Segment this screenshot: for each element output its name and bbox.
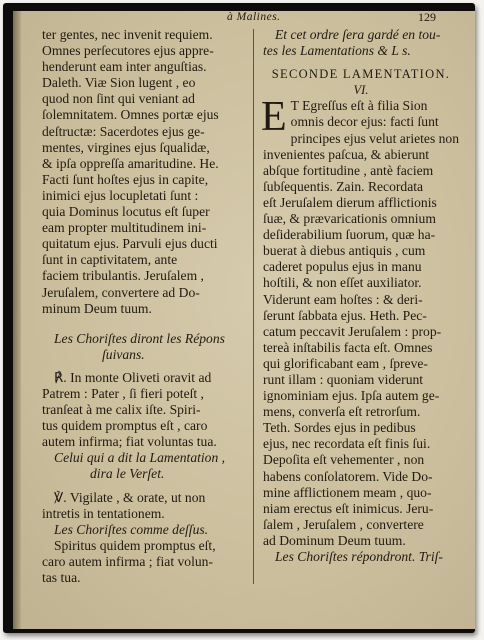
rubric-line: tes les Lamentations & L s. bbox=[263, 43, 411, 59]
rubric-line: Et cet ordre ſera gardé en tou- bbox=[275, 27, 441, 42]
text-line: Patrem : Pater , ſi fieri poteſt , bbox=[42, 385, 204, 401]
text-line: quod non ſint qui veniant ad bbox=[42, 91, 195, 107]
rubric-line: Celui qui a dit la Lamentation , bbox=[54, 450, 226, 466]
text-line: & ipſa oppreſſa amaritudine. He. bbox=[42, 155, 219, 171]
repeat-block bbox=[42, 538, 260, 586]
text-line: Viderunt eam hoſtes : & deri- bbox=[263, 291, 423, 307]
text-line: qui glorificabant eam , ſpreve- bbox=[263, 355, 428, 371]
text-line: ſubſequentis. Zain. Recordata bbox=[263, 178, 424, 194]
text-line: abſque fortitudine , antè faciem bbox=[263, 162, 434, 178]
page-gutter-shadow bbox=[13, 11, 21, 629]
text-line: Daleth. Viæ Sion lugent , eo bbox=[42, 75, 196, 91]
text-line: henderunt eam inter anguſtias. bbox=[42, 59, 207, 75]
text-line: quia Dominus locutus eſt ſuper bbox=[42, 204, 210, 220]
running-header: à Malines. bbox=[227, 11, 281, 23]
section-number: VI. bbox=[353, 83, 369, 98]
text-line: eſt Jeruſalem dierum afflictionis bbox=[263, 194, 437, 210]
text-line: Teth. Sordes ejus in pedibus bbox=[263, 420, 416, 436]
text-line: deſtructæ: Sacerdotes ejus ge- bbox=[42, 123, 205, 139]
text-line: ad Dominum Deum tuum. bbox=[263, 532, 406, 548]
text-line: ſerunt ſabbata ejus. Heth. Pec- bbox=[263, 307, 427, 323]
text-line: minum Deum tuum. bbox=[42, 300, 152, 316]
text-line: Jeruſalem, convertere ad Do- bbox=[42, 284, 200, 300]
text-line: ſunt in captivitatem, ante bbox=[42, 252, 178, 268]
text-line: Spiritus quidem promptus eſt, bbox=[54, 537, 216, 553]
text-line: faciem tribulantis. Jeruſalem , bbox=[42, 268, 204, 284]
text-line: ℣. Vigilate , & orate, ut non bbox=[54, 489, 206, 505]
rubric-line: Les Choriſtes diront les Répons bbox=[54, 330, 225, 346]
text-line: quitatum ejus. Parvuli ejus ducti bbox=[42, 236, 218, 252]
right-column bbox=[263, 27, 459, 565]
text-line: ejus, nec recordata eſt finis ſui. bbox=[263, 436, 431, 452]
page-number: 129 bbox=[418, 11, 436, 24]
text-line: mens, converſa eſt retrorſum. bbox=[263, 404, 421, 420]
text-line: hoſtili, & non eſſet auxiliator. bbox=[263, 275, 422, 291]
text-line: buerat à diebus antiquis , cum bbox=[263, 243, 426, 259]
book-page bbox=[13, 11, 475, 629]
text-line: mine afflictionem meam , quo- bbox=[263, 484, 432, 500]
responsory-block bbox=[42, 370, 260, 450]
text-line: tereà inſtabilis facta eſt. Omnes bbox=[263, 339, 433, 355]
text-line: ter gentes, nec invenit requiem. bbox=[42, 27, 213, 42]
text-line: principes ejus velut arietes non bbox=[290, 130, 460, 146]
photo-frame bbox=[3, 3, 475, 633]
text-line: ſalem , Jeruſalem , convertere bbox=[263, 516, 424, 532]
text-line: tas tua. bbox=[42, 570, 81, 585]
lamentation-text-block bbox=[261, 94, 460, 549]
text-line: mentes, virgines ejus ſqualidæ, bbox=[42, 139, 210, 155]
text-line: eam propter multitudinem ini- bbox=[42, 220, 207, 236]
text-line: ignominiam ejus. Ipſa autem ge- bbox=[263, 388, 440, 404]
text-line: caderet populus ejus in manu bbox=[263, 259, 422, 275]
lamentation-text-block bbox=[42, 27, 260, 317]
text-line: catum peccavit Jeruſalem : prop- bbox=[263, 323, 442, 339]
rubric-line: Les Choriſtes répondront. Triſ- bbox=[275, 549, 443, 564]
text-line: tus quidem promptus eſt , caro bbox=[42, 418, 208, 434]
text-line: ℟. In monte Oliveti oravit ad bbox=[54, 369, 212, 385]
text-line: T Egreſſus eſt à filia Sion bbox=[290, 98, 428, 114]
text-line: deſiderabilium ſuorum, quæ ha- bbox=[263, 227, 436, 243]
text-line: runt illam : quoniam viderunt bbox=[263, 371, 424, 387]
text-line: ſuæ, & prævaricationis omnium bbox=[263, 211, 436, 227]
left-column bbox=[42, 27, 260, 586]
versicle-block bbox=[42, 490, 260, 522]
text-line: invenientes paſcua, & abierunt bbox=[263, 146, 430, 162]
text-line: inimici ejus locupletati ſunt : bbox=[42, 187, 199, 203]
text-line: tranſeat à me calix iſte. Spiri- bbox=[42, 402, 201, 418]
text-line: intretis in tentationem. bbox=[42, 505, 165, 521]
text-line: niam erectus eſt inimicus. Jeru- bbox=[263, 500, 434, 516]
text-line: habens conſolatorem. Vide Do- bbox=[263, 468, 433, 484]
text-line: Depoſita eſt vehementer , non bbox=[263, 452, 425, 468]
text-line: autem infirma; fiat voluntas tua. bbox=[42, 434, 217, 450]
rubric-line: ſuivans. bbox=[102, 346, 145, 362]
text-line: Omnes perſecutores ejus appre- bbox=[42, 43, 214, 59]
text-line: omnis decor ejus: facti ſunt bbox=[290, 114, 439, 130]
text-line: ſolemnitatem. Omnes portæ ejus bbox=[42, 107, 219, 123]
rubric-line: dira le Verſet. bbox=[90, 466, 165, 482]
text-line: Facti ſunt hoſtes ejus in capite, bbox=[42, 171, 209, 187]
text-line: caro autem infirma ; fiat volun- bbox=[42, 553, 213, 569]
rubric-line: Les Choriſtes comme deſſus. bbox=[54, 521, 209, 537]
drop-cap: E bbox=[261, 94, 287, 141]
section-heading: SECONDE LAMENTATION. bbox=[271, 67, 451, 82]
